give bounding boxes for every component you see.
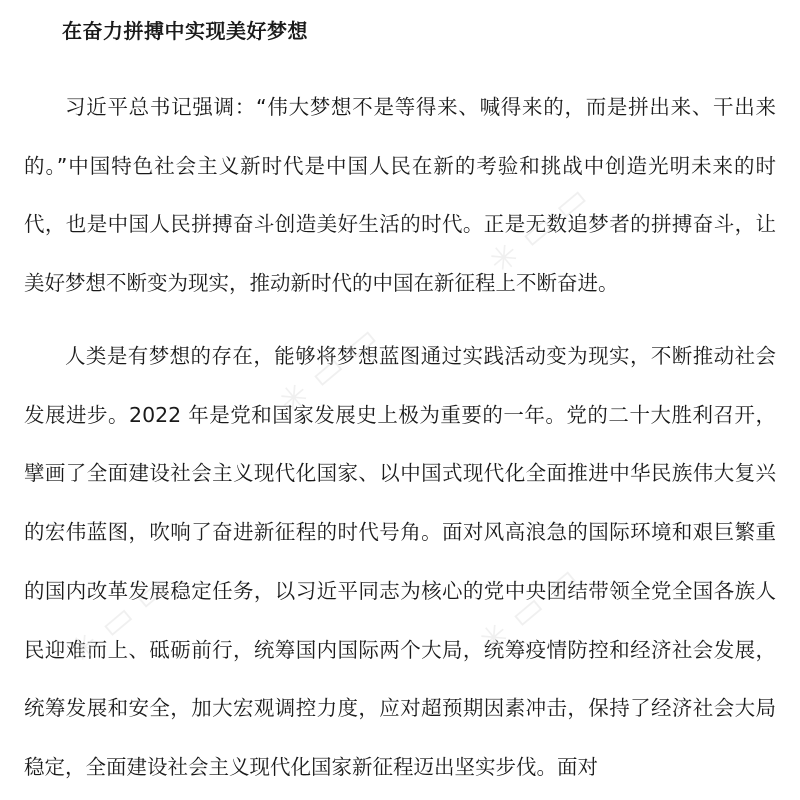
- paragraph-1: 习近平总书记强调：“伟大梦想不是等得来、喊得来的，而是拼出来、干出来的。”中国特色社会主义新时代是中国人民在新的考验和挑战中创造光明未来的时代，也是中国人民拼搏奋斗创造美好生活的时代。正是无数追梦者的拼搏奋斗，让美好梦想不断变为现实，推动新时代的中国在新征程上不断奋进。: [24, 95, 776, 296]
- watermark-logo: ✳︎ ▭ ▭: [270, 317, 386, 423]
- document-title: 在奋力拼搏中实现美好梦想: [62, 19, 308, 43]
- watermark-logo: ✳︎ ▭ ▭: [480, 177, 596, 283]
- watermark-logo: ✳︎ ▭ ▭: [470, 557, 586, 663]
- paragraph-2: 人类是有梦想的存在，能够将梦想蓝图通过实践活动变为现实，不断推动社会发展进步。2022 年是党和国家发展史上极为重要的一年。党的二十大胜利召开，擘画了全面建设社会主义现代化国家、以中国式现代化全面推进中华民族伟大复兴的宏伟蓝图，吹响了奋进新征程的时代号角。面对风高浪急的国际环境和艰巨繁重的国内改革发展稳定任务，以习近平同志为核心的党中央团结带领全党全国各族人民迎难而上、砥砺前行，统筹国内国际两个大局，统筹疫情防控和经济社会发展，统筹发展和安全，加大宏观调控力度，应对超预期因素冲击，保持了经济社会大局稳定，全面建设社会主义现代化国家新征程迈出坚实步伐。面对: [24, 344, 776, 779]
- watermark-logo: ✳︎ ▭ ▭: [60, 567, 176, 673]
